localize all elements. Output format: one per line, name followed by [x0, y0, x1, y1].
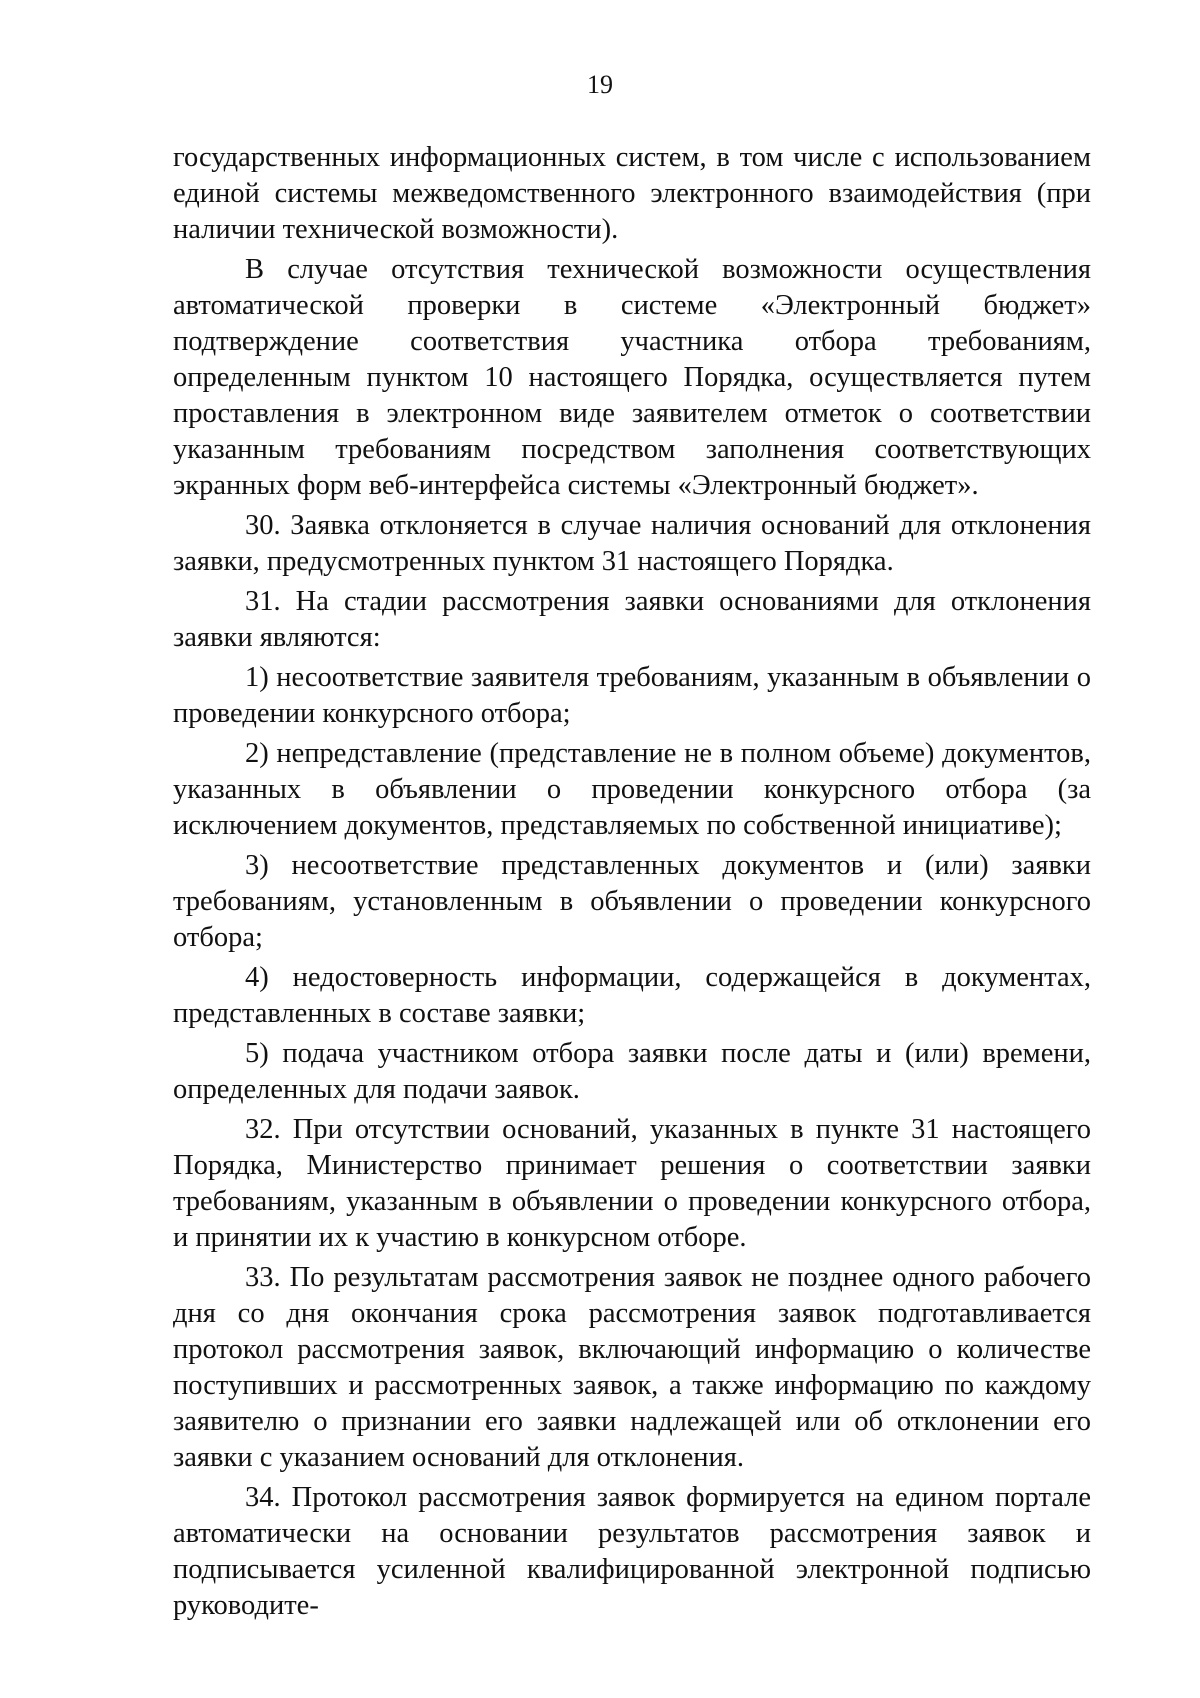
page-number: 19 — [587, 70, 613, 99]
paragraph: 33. По результатам рассмотрения заявок не позднее одного рабочего дня со дня окончания срока рассмотрения заявок подготавливается протокол рассмотрения заявок, включающий информацию о количестве поступивших и рассмотренных заявок, а также информацию по каждому заявителю о признании его заявки надлежащей или об отклонении его заявки с указанием оснований для отклонения. — [173, 1262, 1091, 1473]
paragraph: 30. Заявка отклоняется в случае наличия оснований для отклонения заявки, предусмотренных пунктом 31 настоящего Порядка. — [173, 510, 1091, 577]
list-item: 1) несоответствие заявителя требованиям, указанным в объявлении о проведении конкурсного отбора; — [173, 662, 1091, 729]
paragraph: 31. На стадии рассмотрения заявки основаниями для отклонения заявки являются: — [173, 586, 1091, 653]
paragraph: государственных информационных систем, в том числе с использованием единой системы межведомственного электронного взаимодействия (при наличии технической возможности). — [173, 142, 1091, 245]
list-item: 4) недостоверность информации, содержащейся в документах, представленных в составе заявки; — [173, 962, 1091, 1029]
paragraph: В случае отсутствия технической возможности осуществления автоматической проверки в системе «Электронный бюджет» подтверждение соответствия участника отбора требованиям, определенным пунктом 10 настоящего Порядка, осуществляется путем проставления в электронном виде заявителем отметок о соответствии указанным требованиям посредством заполнения соответствующих экранных форм веб-интерфейса системы «Электронный бюджет». — [173, 254, 1091, 501]
list-item: 2) непредставление (представление не в полном объеме) документов, указанных в объявлении о проведении конкурсного отбора (за исключением документов, представляемых по собственной инициативе); — [173, 738, 1091, 841]
list-item: 3) несоответствие представленных документов и (или) заявки требованиям, установленным в объявлении о проведении конкурсного отбора; — [173, 850, 1091, 953]
paragraph: 32. При отсутствии оснований, указанных в пункте 31 настоящего Порядка, Министерство принимает решения о соответствии заявки требованиям, указанным в объявлении о проведении конкурсного отбора, и принятии их к участию в конкурсном отборе. — [173, 1114, 1091, 1253]
paragraph: 34. Протокол рассмотрения заявок формируется на едином портале автоматически на основании результатов рассмотрения заявок и подписывается усиленной квалифицированной электронной подписью руководите- — [173, 1482, 1091, 1621]
document-body — [173, 140, 1091, 1628]
list-item: 5) подача участником отбора заявки после даты и (или) времени, определенных для подачи заявок. — [173, 1038, 1091, 1105]
